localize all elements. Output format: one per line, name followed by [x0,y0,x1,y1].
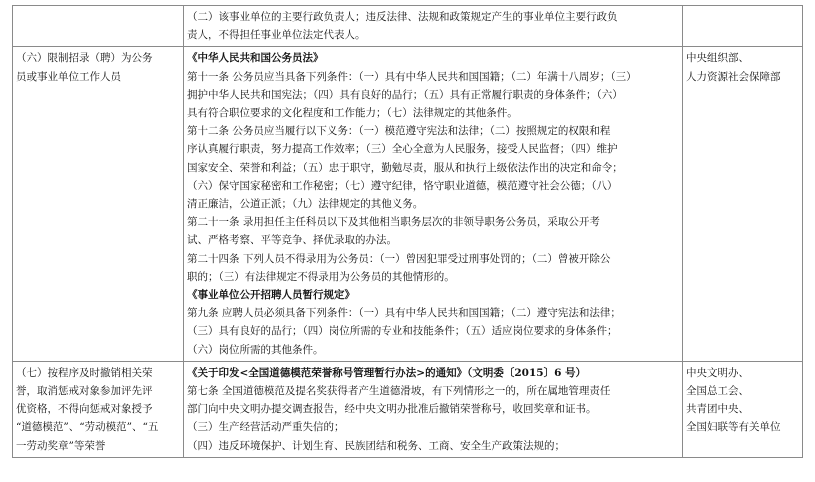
law-article-line: 第九条 应聘人员必须具备下列条件：（一）具有中华人民共和国国籍；（二）遵守宪法和法律； [187,307,621,320]
law-article-line: 第二十一条 录用担任主任科员以下及其他相当职务层次的非领导职务公务员，采取公开考 [187,216,600,229]
law-article-line: 第七条 全国道德模范及提名奖获得者产生道德滑坡，有下列情形之一的，所在属地管理责任 [187,385,611,398]
table-row [13,361,803,457]
law-article-line: 部门向中央文明办提交调查报告，经中央文明办批准后撤销荣誉称号，收回奖章和证书。 [187,403,597,416]
law-title: 《中华人民共和国公务员法》 [187,52,324,65]
law-article-line: 清正廉洁，公道正派；（九）法律规定的其他义务。 [187,198,424,211]
law-article-line: （三）生产经营活动严重失信的； [187,421,345,434]
table-row [13,6,803,47]
law-article-line: 第十二条 公务员应当履行以下义务：（一）模范遵守宪法和法律；（二）按照规定的权限和程 [187,125,611,138]
measure-cell [13,6,184,47]
law-article-line: 第二十四条 下列人员不得录用为公务员：（一）曾因犯罪受过刑事处罚的；（二）曾被开除公 [187,252,611,265]
punishment-measures-table [12,5,803,458]
law-article-line: （三）具有良好的品行；（四）岗位所需的专业和技能条件；（五）适应岗位要求的身体条件； [187,325,618,338]
legal-basis-cell [184,361,683,457]
measure-line: 优资格，不得向惩戒对象授予 [16,403,153,416]
measure-cell [13,47,184,361]
department-cell [683,361,803,457]
measure-line: （七）按程序及时撤销相关荣 [16,366,153,379]
law-article-line: 国家安全、荣誉和利益；（五）忠于职守，勤勉尽责，服从和执行上级依法作出的决定和命令； [187,161,623,174]
law-article-line: 第十一条 公务员应当具备下列条件：（一）具有中华人民共和国国籍；（二）年满十八周岁；（三） [187,70,637,83]
measure-line: 一劳动奖章”等荣誉 [16,439,106,452]
measure-cell [13,361,184,457]
measure-line: 誉，取消惩戒对象参加评先评 [16,385,153,398]
law-title: 《事业单位公开招聘人员暂行规定》 [187,289,355,302]
department-line: 共青团中央、 [686,403,749,416]
law-article-line: 拥护中华人民共和国宪法；（四）具有良好的品行；（五）具有正常履行职责的身体条件；（六） [187,88,623,101]
law-article-line: 具有符合职位要求的文化程度和工作能力；（七）法律规定的其他条件。 [187,107,518,120]
law-article-line: 序认真履行职责，努力提高工作效率；（三）全心全意为人民服务，接受人民监督；（四）维护 [187,143,618,156]
law-article-line: 试、严格考察、平等竞争、择优录取的办法。 [187,234,397,247]
law-article-line: 职的；（三）有法律规定不得录用为公务员的其他情形的。 [187,270,455,283]
department-line: 人力资源社会保障部 [686,70,781,83]
legal-basis-cell [184,47,683,361]
department-line: 中央文明办、 [686,366,749,379]
law-article-line: （六）保守国家秘密和工作秘密；（七）遵守纪律，恪守职业道德，模范遵守社会公德；（八） [187,179,618,192]
department-line: 中央组织部、 [686,52,749,65]
law-article-line: 责人，不得担任事业单位法定代表人。 [187,29,366,42]
law-article-line: （六）岗位所需的其他条件。 [187,343,324,356]
measure-line: 员或事业单位工作人员 [16,70,121,83]
law-article-line: （二）该事业单位的主要行政负责人；违反法律、法规和政策规定产生的事业单位主要行政负 [187,11,618,23]
table-row [13,47,803,361]
department-cell [683,47,803,361]
department-cell [683,6,803,47]
legal-basis-cell [184,6,683,47]
law-title: 《关于印发<全国道德模范荣誉称号管理暂行办法>的通知》（文明委〔2015〕6 号） [187,366,587,379]
department-line: 全国妇联等有关单位 [686,421,781,434]
measure-line: “道德模范”、“劳动模范”、“五 [16,421,159,434]
department-line: 全国总工会、 [686,385,749,398]
measure-line: （六）限制招录（聘）为公务 [16,52,153,65]
law-article-line: （四）违反环境保护、计划生育、民族团结和税务、工商、安全生产政策法规的； [187,439,565,452]
table-body [13,6,803,458]
